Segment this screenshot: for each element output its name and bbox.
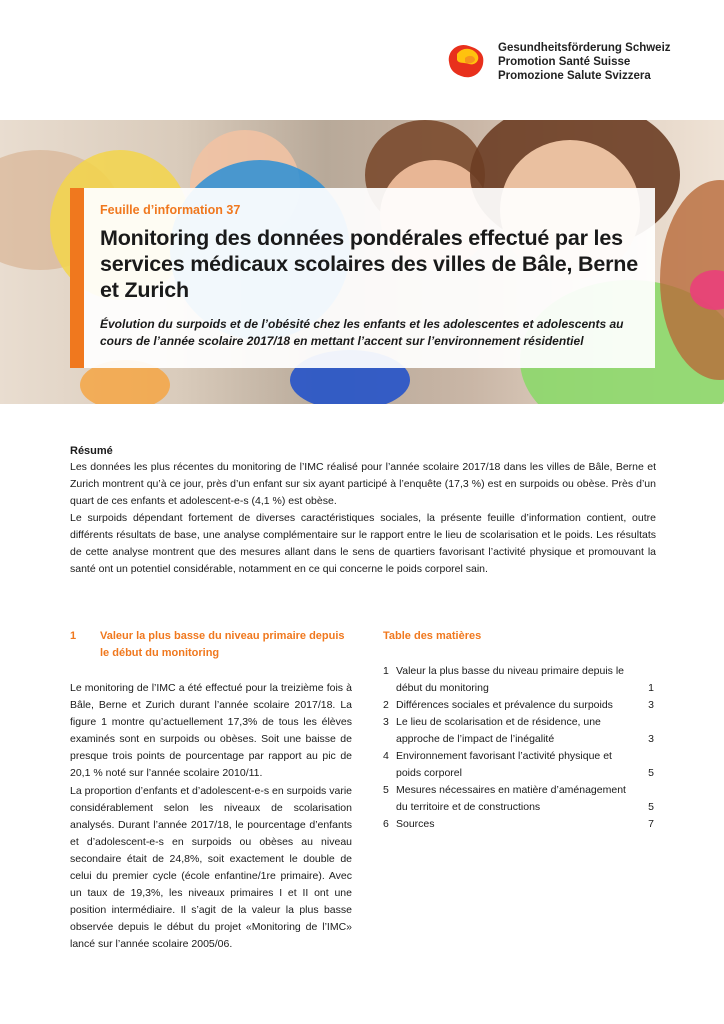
toc-item-page: 5 [648, 801, 654, 813]
toc-list [383, 663, 656, 833]
toc-item-number: 3 [383, 716, 389, 728]
toc-item-number: 4 [383, 750, 389, 762]
hero-photo-banner [0, 120, 724, 404]
accent-bar [70, 188, 84, 368]
toc-item-number: 5 [383, 784, 389, 796]
toc-item-number: 6 [383, 818, 389, 830]
toc-item[interactable] [383, 697, 656, 714]
toc-item-text: Valeur la plus basse du niveau primaire depuis le début du monitoring [396, 665, 625, 694]
logo-line-it: Promozione Salute Svizzera [498, 70, 651, 82]
toc-item[interactable] [383, 816, 656, 833]
organization-logo [443, 40, 703, 82]
sheet-label: Feuille d’information 37 [100, 203, 241, 217]
toc-item-text: Le lieu de scolarisation et de résidence, une approche de l’impact de l’inégalité [396, 716, 601, 745]
document-subtitle: Évolution du surpoids et de l’obésité chez les enfants et les adolescentes et adolescents au cours de l’année scolaire 2017/18 en mettant l’accent sur l’environnement résidentiel [100, 317, 624, 348]
summary-heading: Résumé [70, 445, 113, 457]
table-of-contents [383, 628, 656, 833]
logo-text [498, 41, 671, 83]
promotion-sante-logo-icon [443, 40, 491, 82]
toc-item-page: 1 [648, 682, 654, 694]
toc-item-page: 3 [648, 733, 654, 745]
section-heading [70, 628, 352, 664]
summary-section [70, 443, 656, 578]
toc-item-page: 7 [648, 818, 654, 830]
toc-item-text: Mesures nécessaires en matière d’aménagement du territoire et de constructions [396, 784, 626, 813]
logo-line-de: Gesundheitsförderung Schweiz [498, 42, 671, 54]
logo-line-fr: Promotion Santé Suisse [498, 56, 631, 68]
toc-item-text: Sources [396, 818, 435, 830]
title-card [70, 188, 655, 368]
section-title: Valeur la plus basse du niveau primaire depuis le début du monitoring [100, 630, 345, 659]
toc-item[interactable] [383, 782, 656, 816]
section-paragraph-2: La proportion d’enfants et d’adolescent-e-s en surpoids varie considérablement selon les niveaux de scolarisation analysés. Durant l’année 2017/18, le pourcentage d’enfants et d’adolescent-e-s en surpoids ou obèses au niveau secondaire était de 24,8%, soit exactement le double de celui du premier cycle (école enfantine/1re primaire). Avec un taux de 19,3%, les niveaux primaires I et II ont une position intermédiaire. Il s’agit de la valeur la plus basse observée depuis le début du projet «Monitoring de l’IMC» lancé sur l’année scolaire 2005/06. [70, 784, 352, 951]
section-number: 1 [70, 630, 77, 642]
section-1 [70, 628, 352, 954]
section-paragraph-1: Le monitoring de l’IMC a été effectué pour la treizième fois à Bâle, Berne et Zurich durant l’année scolaire 2017/18. La figure 1 montre qu’actuellement 17,3% de tous les élèves examinés sont en surpoids ou obèses. Soit une baisse de presque trois points de pourcentage par rapport au pic de 20,1 % noté sur l’année scolaire 2010/11. [70, 682, 352, 780]
toc-item-number: 1 [383, 665, 389, 677]
document-title: Monitoring des données pondérales effectué par les services médicaux scolaires des villes de Bâle, Berne et Zurich [100, 226, 638, 302]
toc-item-page: 5 [648, 767, 654, 779]
summary-paragraph-1: Les données les plus récentes du monitoring de l’IMC réalisé pour l’année scolaire 2017/18 dans les villes de Bâle, Berne et Zurich montrent qu’à ce jour, près d’un enfant sur six ayant participé à l’enquête (17,3 %) est en surpoids ou obèse. Près d’un quart de ces enfants et adolescent-e-s (4,1 %) est obèse. [70, 461, 656, 507]
toc-item-text: Environnement favorisant l’activité physique et poids corporel [396, 750, 612, 779]
summary-paragraph-2: Le surpoids dépendant fortement de diverses caractéristiques sociales, la présente feuille d’information contient, outre différents résultats de base, une analyse complémentaire sur le rapport entre le lieu de scolarisation et le poids. Les résultats de cette analyse montrent que des mesures allant dans le sens de quartiers favorisant l’activité physique et promouvant la santé ont un potentiel considérable, notamment en ce qui concerne le poids corporel sain. [70, 512, 656, 575]
toc-item-page: 3 [648, 699, 654, 711]
toc-item-text: Différences sociales et prévalence du surpoids [396, 699, 613, 711]
section-body [70, 680, 352, 954]
toc-heading: Table des matières [383, 630, 482, 642]
toc-item-number: 2 [383, 699, 389, 711]
toc-item[interactable] [383, 748, 656, 782]
toc-item[interactable] [383, 663, 656, 697]
toc-item[interactable] [383, 714, 656, 748]
